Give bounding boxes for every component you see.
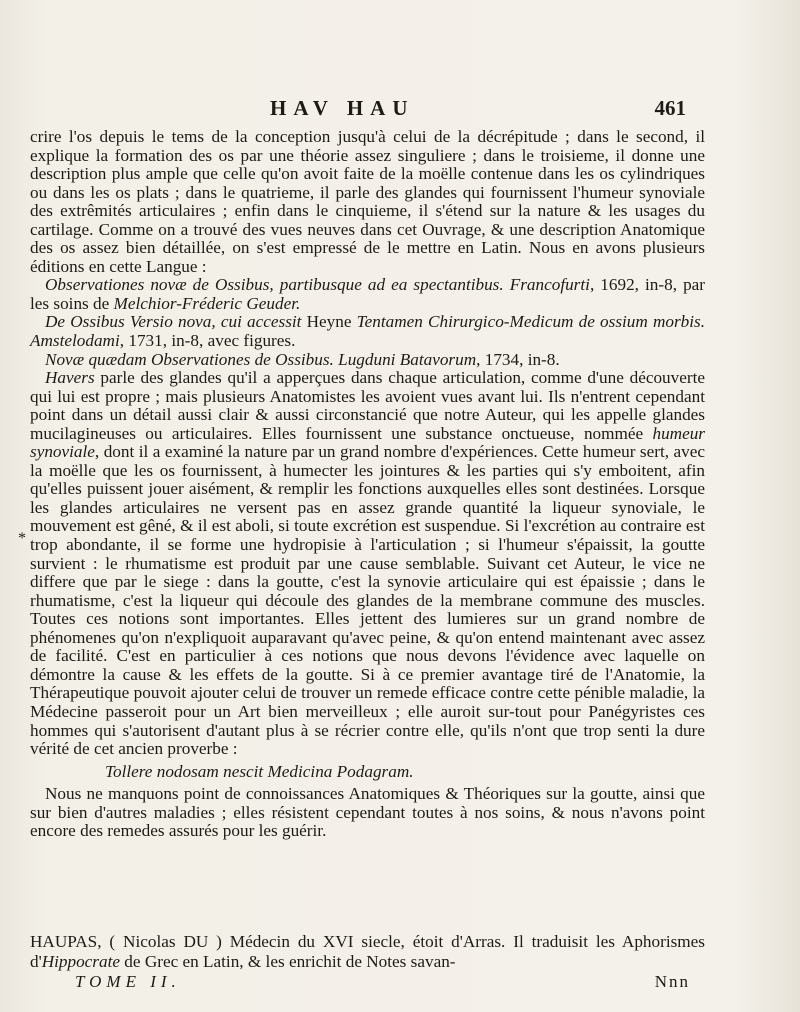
havers-name: Havers [45,368,95,388]
dictionary-entry [30,932,705,972]
citation-2 [30,313,705,350]
entry-author: Hippocrate [41,952,120,971]
citation-1 [30,276,705,313]
page-footer [0,972,800,996]
citation-1-by: par les soins de [30,275,706,313]
paragraph-2-part-a: parle des glandes qu'il a apperçues dans chaque articulation, comme d'une découverte qui lui est propre ; mais plusieurs Anatomistes les avoient vues avant lui. Ils n'entrent cependant point dans un détail aussi clair & aussi circonstancié que notre Auteur, qui les appelle glandes mucilagineuses ou articulaires. Elles fournissent une substance onctueuse, nommée [30,368,705,443]
citation-1-imprint: , 1692, in-8, [589,275,677,295]
proverb-text: Tollere nodosam nescit Medicina Podagram. [105,761,414,781]
margin-marker: * [18,530,26,547]
citation-3-title: Novæ quædam Observationes de Ossibus. Lugduni Batavorum [45,349,477,369]
volume-label: TOME II. [75,972,181,991]
citation-1-title: Observationes novæ de Ossibus, partibusque ad ea spectantibus. Francofurti [45,275,590,295]
citation-2-imprint: , 1731, in-8, avec figures. [119,331,296,351]
paragraph-1: crire l'os depuis le tems de la conception jusqu'à celui de la décrépitude ; dans le second, il explique la formation des os par une théorie assez singuliere ; dans le troisieme, il donne une description plus ample que celle qu'on avoit faite de la moëlle contenue dans les os cylindriques ou dans les os plats ; dans le quatrieme, il parle des glandes qui fournissent l'humeur synoviale des extrêmités articulaires ; enfin dans le cinquieme, il s'étend sur la nature & les usages du cartilage. Comme on a trouvé des vues neuves dans cet Ouvrage, & une description Anatomique des os assez bien détaillée, on s'est empressé de le mettre en Latin. Nous en avons plusieurs éditions en cette Langue : [30,127,705,276]
proverb [30,763,705,782]
humeur-synoviale: humeur synoviale [30,423,705,462]
running-title: HAV HAU [270,96,415,120]
paragraph-2 [30,369,705,758]
paragraph-2-part-b: , dont il a examiné la nature par un grand nombre d'expériences. Cette humeur sert, avec la moëlle que les os fournissent, à humecter les jointures & les parties qui s'y emboitent, afin qu'elles puissent jouer aisément, & remplir les fonctions auxquelles elles sont destinées. Lorsque les glandes articulaires ne versent pas en assez grande quantité la liqueur synoviale, le mouvement est gêné, & il est aboli, si toute excrétion est suspendue. Si l'excrétion au contraire est trop abondante, il se forme une hydropisie à l'articulation ; si l'humeur s'épaissit, la goutte survient : le rhumatisme est produit par une cause semblable. Suivant cet Auteur, le vice ne differe que par le siege : dans la goutte, c'est la synovie articulaire qui est épaissie ; dans le rhumatisme, c'est la liqueur qui découle des glandes de la membrane commune des muscles. Toutes ces notions sont importantes. Elles jettent des lumieres sur un grand nombre de phénomenes qu'on n'expliquoit auparavant qu'avec peine, & qu'on entend maintenant avec assez de facilité. C'est en particulier à ces notions que nous devons l'évidence avec laquelle on démontre la cause & les effets de la goutte. Si à ce premier avantage tiré de l'Anatomie, la Thérapeutique pouvoit ajouter celui de trouver un remede efficace contre cette pénible maladie, la Médecine passeroit pour un Art bien merveilleux ; elle auroit sur-tout pour Panégyristes ces hommes qui s'autorisent d'autant plus à se récrier contre elle, qu'ils n'ont que trop senti la dure vérité de cet ancien proverbe : [30,442,705,759]
running-header [0,96,800,126]
page-number: 461 [654,96,686,120]
entry-headword: HAUPAS [30,932,98,951]
citation-2-subtitle: Tentamen Chirurgico-Medicum de ossium morbis. Amstelodami [30,312,706,351]
citation-3-imprint: , 1734, in-8. [476,349,560,369]
signature-mark: Nnn [654,972,690,991]
entry-text: , ( Nicolas DU ) Médecin du XVI siecle, étoit d'Arras. Il traduisit les Aphorismes d' [30,932,705,971]
citation-1-editor: Melchior-Fréderic Geuder. [113,293,301,313]
entry-text-rest: de Grec en Latin, & les enrichit de Notes savan- [120,952,456,971]
citation-2-author: Heyne [301,312,357,332]
citation-2-title: De Ossibus Versio nova, cui accessit [45,312,302,332]
body-text [30,128,705,841]
citation-3 [30,351,705,370]
paragraph-3: Nous ne manquons point de connoissances Anatomiques & Théoriques sur la goutte, ainsi que sur bien d'autres maladies ; elles résistent cependant toutes à nos soins, & nous n'avons point encore des remedes assurés pour les guérir. [30,784,705,841]
